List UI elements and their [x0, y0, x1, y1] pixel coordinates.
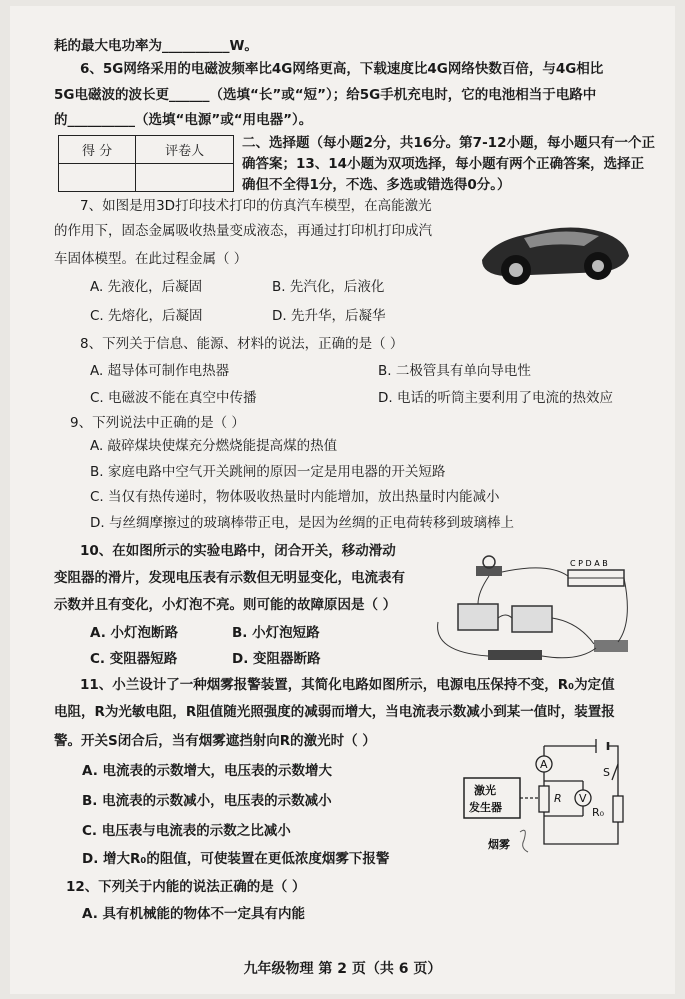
q7-option-d: D. 先升华，后凝华 — [272, 308, 386, 324]
q8-option-d: D. 电话的听筒主要利用了电流的热效应 — [378, 390, 613, 406]
score-label: 得 分 — [59, 136, 136, 164]
q8-option-a: A. 超导体可制作电热器 — [90, 363, 230, 379]
q10-option-c: C. 变阻器短路 — [90, 651, 178, 667]
q6-line2: 5G电磁波的波长更______（选填“长”或“短”）；给5G手机充电时，它的电池相当于电路中 — [54, 87, 597, 103]
smoke-alarm-circuit-figure — [458, 736, 638, 858]
q10-option-a: A. 小灯泡断路 — [90, 625, 179, 641]
section2-line3: 确但不全得1分，不选、多选或错选得0分。） — [242, 177, 511, 193]
q6-line3: 的__________（选填“电源”或“用电器”）。 — [54, 112, 313, 128]
laser-label: 激光 — [474, 784, 496, 797]
q9-option-d: D. 与丝绸摩擦过的玻璃棒带正电，是因为丝绸的正电荷转移到玻璃棒上 — [90, 515, 514, 531]
q8-option-b: B. 二极管具有单向导电性 — [378, 363, 531, 379]
q7-line3: 车固体模型。在此过程金属（ ） — [54, 251, 248, 267]
q10-option-d: D. 变阻器断路 — [232, 651, 321, 667]
q10-line1: 10、在如图所示的实验电路中，闭合开关，移动滑动 — [80, 543, 396, 559]
q9-option-c: C. 当仅有热传递时，物体吸收热量时内能增加，放出热量时内能减小 — [90, 489, 500, 505]
q7-option-a: A. 先液化，后凝固 — [90, 279, 203, 295]
q6-line1: 6、5G网络采用的电磁波频率比4G网络更高，下载速度比4G网络快数百倍，与4G相比 — [80, 61, 604, 77]
q12-option-a: A. 具有机械能的物体不一定具有内能 — [82, 906, 306, 922]
q11-option-b: B. 电流表的示数减小，电压表的示数减小 — [82, 793, 332, 809]
experiment-circuit-figure — [428, 552, 638, 670]
q11-line3: 警。开关S闭合后，当有烟雾遮挡射向R的激光时（ ） — [54, 733, 376, 749]
q11-option-a: A. 电流表的示数增大，电压表的示数增大 — [82, 763, 333, 779]
generator-label: 发生器 — [469, 801, 502, 814]
section2-line1: 二、选择题（每小题2分，共16分。第7-12小题，每小题只有一个正 — [242, 135, 655, 151]
score-cell — [59, 164, 136, 192]
q12-stem: 12、下列关于内能的说法正确的是（ ） — [66, 879, 306, 895]
voltmeter-symbol: V — [579, 792, 587, 805]
smoke-label: 烟雾 — [488, 838, 510, 851]
q8-stem: 8、下列关于信息、能源、材料的说法，正确的是（ ） — [80, 336, 404, 352]
section2-line2: 确答案；13、14小题为双项选择，每小题有两个正确答案，选择正 — [242, 156, 645, 172]
q9-option-b: B. 家庭电路中空气开关跳闸的原因一定是用电器的开关短路 — [90, 464, 446, 480]
grader-cell — [136, 164, 234, 192]
ammeter-symbol: A — [540, 758, 548, 771]
q9-option-a: A. 敲碎煤块使煤充分燃烧能提高煤的热值 — [90, 438, 338, 454]
switch-label: S — [603, 766, 610, 779]
q9-stem: 9、下列说法中正确的是（ ） — [70, 415, 245, 431]
r0-label: R₀ — [592, 806, 605, 819]
q11-option-d: D. 增大R₀的阻值，可使装置在更低浓度烟雾下报警 — [82, 851, 390, 867]
car-model-figure — [474, 212, 634, 292]
q7-line1: 7、如图是用3D打印技术打印的仿真汽车模型，在高能激光 — [80, 198, 432, 214]
r-label: R — [554, 792, 562, 805]
q11-line1: 11、小兰设计了一种烟雾报警装置，其简化电路如图所示，电源电压保持不变，R₀为定值 — [80, 677, 615, 693]
q7-line2: 的作用下，固态金属吸收热量变成液态，再通过打印机打印成汽 — [54, 223, 432, 239]
q5-tail: 耗的最大电功率为__________W。 — [54, 38, 258, 54]
rheostat-labels: C P D A B — [570, 559, 608, 568]
q8-option-c: C. 电磁波不能在真空中传播 — [90, 390, 257, 406]
q10-line2: 变阻器的滑片，发现电压表有示数但无明显变化，电流表有 — [54, 570, 405, 586]
grader-label: 评卷人 — [136, 136, 234, 164]
page-footer: 九年级物理 第 2 页（共 6 页） — [243, 961, 442, 977]
q11-line2: 电阻，R为光敏电阻，R阻值随光照强度的减弱而增大，当电流表示数减小到某一值时，装置报 — [54, 704, 615, 720]
q10-line3: 示数并且有变化，小灯泡不亮。则可能的故障原因是（ ） — [54, 597, 397, 613]
q10-option-b: B. 小灯泡短路 — [232, 625, 320, 641]
q7-option-b: B. 先汽化，后液化 — [272, 279, 385, 295]
q7-option-c: C. 先熔化，后凝固 — [90, 308, 203, 324]
score-table — [58, 135, 234, 192]
q11-option-c: C. 电压表与电流表的示数之比减小 — [82, 823, 291, 839]
